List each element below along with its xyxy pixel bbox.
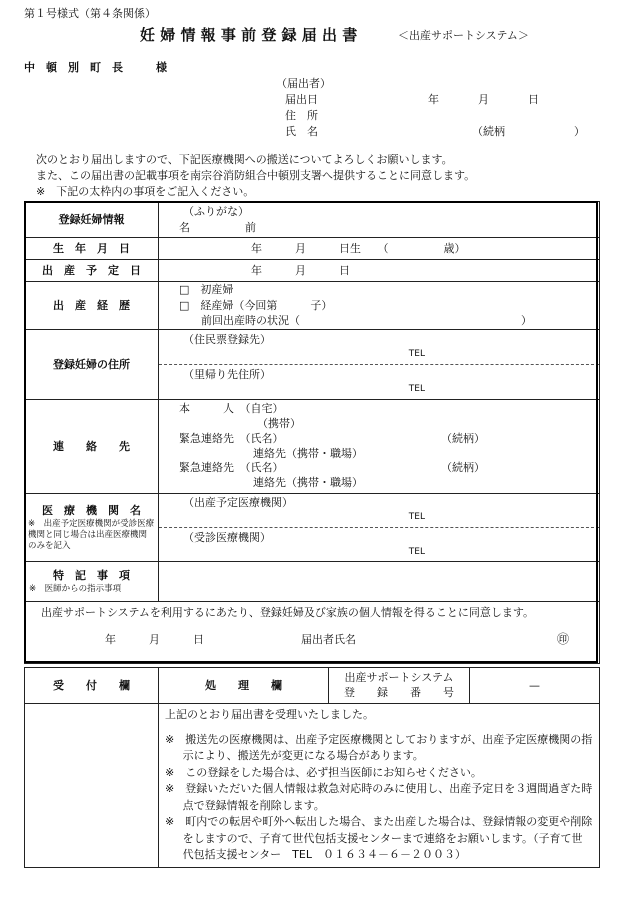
seal-mark: ㊞ — [557, 631, 570, 646]
submission-date-label: 届出日 — [285, 93, 318, 106]
reception-stamp-area — [25, 704, 159, 868]
row-birth-history — [25, 282, 600, 330]
office-use-table — [24, 667, 600, 868]
medical-institution-note: ※ 出産予定医療機関が受診医療機関と同じ場合は出産医療機関のみを記入 — [28, 518, 155, 551]
applicant-relation-label: （続柄 — [472, 125, 505, 138]
system-number-label-2: 登 録 番 号 — [344, 685, 454, 699]
birthdate-label: 生 年 月 日 — [25, 238, 159, 260]
office-body-row — [25, 704, 600, 868]
self-mobile-label: （携帯） — [257, 416, 301, 430]
self-home-label: 本 人 （自宅） — [179, 401, 284, 415]
reception-label: 受 付 欄 — [25, 668, 159, 704]
emergency-1-name-label: 緊急連絡先 （氏名） — [179, 431, 284, 445]
medical-label-cell — [25, 494, 159, 562]
system-number-value: — — [470, 668, 600, 704]
resident-address-label: （住民票登録先） — [183, 333, 271, 346]
birth-history-label: 出 産 経 歴 — [25, 282, 159, 330]
medical-divider — [159, 527, 599, 528]
birthdate-field[interactable]: 年 月 日生 （ 歳） — [159, 238, 600, 260]
note-1: ※ 搬送先の医療機関は、出産予定医療機関としておりますが、出産予定医療機関の指示により、搬送先が変更になる場合があります。 — [165, 732, 593, 762]
note-3: ※ 登録いただいた個人情報は救急対応時のみに使用し、出産予定日を３週間過ぎた時点で登録情報を削除します。 — [165, 782, 593, 812]
name-label: 名 前 — [179, 220, 256, 234]
applicant-label: （届出者） — [276, 77, 331, 90]
sign-date-field[interactable]: 年 月 日 — [105, 632, 204, 646]
furigana-label: （ふりがな） — [183, 204, 249, 218]
addressee: 中 頓 別 町 長 様 — [24, 61, 167, 74]
row-medical — [25, 494, 600, 562]
due-date-field[interactable]: 年 月 日 — [159, 260, 600, 282]
intro-line-3: ※ 下記の太枠内の事項をご記入ください。 — [36, 185, 255, 198]
system-number-label-cell — [329, 668, 470, 704]
resident-tel-label: TEL — [408, 348, 425, 359]
sign-name-label: 届出者氏名 — [301, 632, 356, 646]
planned-hospital-label: （出産予定医療機関） — [183, 496, 293, 509]
multipara-checkbox[interactable]: □ 経産婦（今回第 子） — [179, 298, 333, 312]
row-contacts — [25, 400, 600, 494]
intro-line-1: 次のとおり届出しますので、下記医療機関への搬送についてよろしくお願いします。 — [36, 153, 453, 166]
previous-birth-close: ） — [521, 314, 532, 328]
registration-form-table — [24, 201, 600, 664]
registrant-info-label: 登録妊婦情報 — [25, 202, 159, 238]
visit-hospital-label: （受診医療機関） — [183, 531, 271, 545]
special-notes-label-cell — [25, 562, 159, 602]
row-due-date — [25, 260, 600, 282]
row-registrant — [25, 202, 600, 238]
applicant-name-label: 氏 名 — [285, 125, 318, 138]
due-date-label: 出 産 予 定 日 — [25, 260, 159, 282]
special-notes-field[interactable] — [159, 562, 600, 602]
registrant-name-field[interactable] — [159, 202, 600, 238]
contacts-field[interactable] — [159, 400, 600, 494]
system-number-label-1: 出産サポートシステム — [344, 671, 454, 685]
note-4: ※ 町内での転居や町外へ転出した場合、また出産した場合は、登録情報の変更や削除をしますので、子育て世代包括支援センターまで連絡をお願いします。（子育て世代包括支援センター TEL ０１６３４－６－２００３） — [165, 815, 593, 861]
row-address — [25, 330, 600, 400]
note-2: ※ この登録をした場合は、必ず担当医師にお知らせください。 — [165, 765, 482, 779]
emergency-2-relation-label: （続柄） — [441, 461, 485, 475]
row-special-notes — [25, 562, 600, 602]
emergency-1-relation-label: （続柄） — [441, 431, 485, 445]
primipara-checkbox[interactable]: □ 初産婦 — [179, 283, 234, 297]
visit-hospital-tel: TEL — [408, 546, 425, 557]
page-title: 妊 婦 情 報 事 前 登 録 届 出 書 — [140, 26, 358, 44]
applicant-relation-close: ） — [574, 125, 585, 138]
special-notes-label: 特 記 事 項 — [53, 569, 130, 583]
emergency-2-contact-label: 連絡先（携帯・職場） — [253, 476, 363, 490]
processing-label: 処 理 欄 — [159, 668, 329, 704]
applicant-address-label: 住 所 — [285, 109, 318, 122]
consent-cell — [25, 602, 600, 664]
special-notes-note: ※ 医師からの指示事項 — [29, 583, 122, 594]
office-notes-cell — [159, 704, 600, 868]
form-number: 第１号様式（第４条関係） — [24, 7, 156, 20]
previous-birth-label: 前回出産時の状況（ — [201, 314, 300, 328]
hometown-tel-label: TEL — [408, 383, 425, 394]
contacts-label: 連 絡 先 — [25, 400, 159, 494]
office-header-row — [25, 668, 600, 704]
emergency-2-name-label: 緊急連絡先 （氏名） — [179, 461, 284, 475]
medical-field[interactable] — [159, 494, 600, 562]
hometown-address-label: （里帰り先住所） — [183, 368, 271, 382]
planned-hospital-tel: TEL — [408, 511, 425, 522]
medical-institution-label: 医 療 機 関 名 — [42, 504, 141, 518]
address-divider — [159, 364, 599, 365]
intro-line-2: また、この届出書の記載事項を南宗谷消防組合中頓別支署へ提供することに同意します。 — [36, 169, 476, 182]
address-field[interactable] — [159, 330, 600, 400]
consent-text: 出産サポートシステムを利用するにあたり、登録妊婦及び家族の個人情報を得ることに同意します。 — [41, 606, 535, 619]
date-day: 日 — [528, 93, 539, 106]
birth-history-field[interactable] — [159, 282, 600, 330]
page-subtitle: ＜出産サポートシステム＞ — [398, 29, 529, 42]
date-month: 月 — [478, 93, 489, 106]
row-consent — [25, 602, 600, 664]
date-year: 年 — [428, 93, 439, 106]
address-label: 登録妊婦の住所 — [25, 330, 159, 400]
row-birthdate — [25, 238, 600, 260]
accepted-text: 上記のとおり届出書を受理いたしました。 — [165, 708, 374, 721]
emergency-1-contact-label: 連絡先（携帯・職場） — [253, 446, 363, 460]
